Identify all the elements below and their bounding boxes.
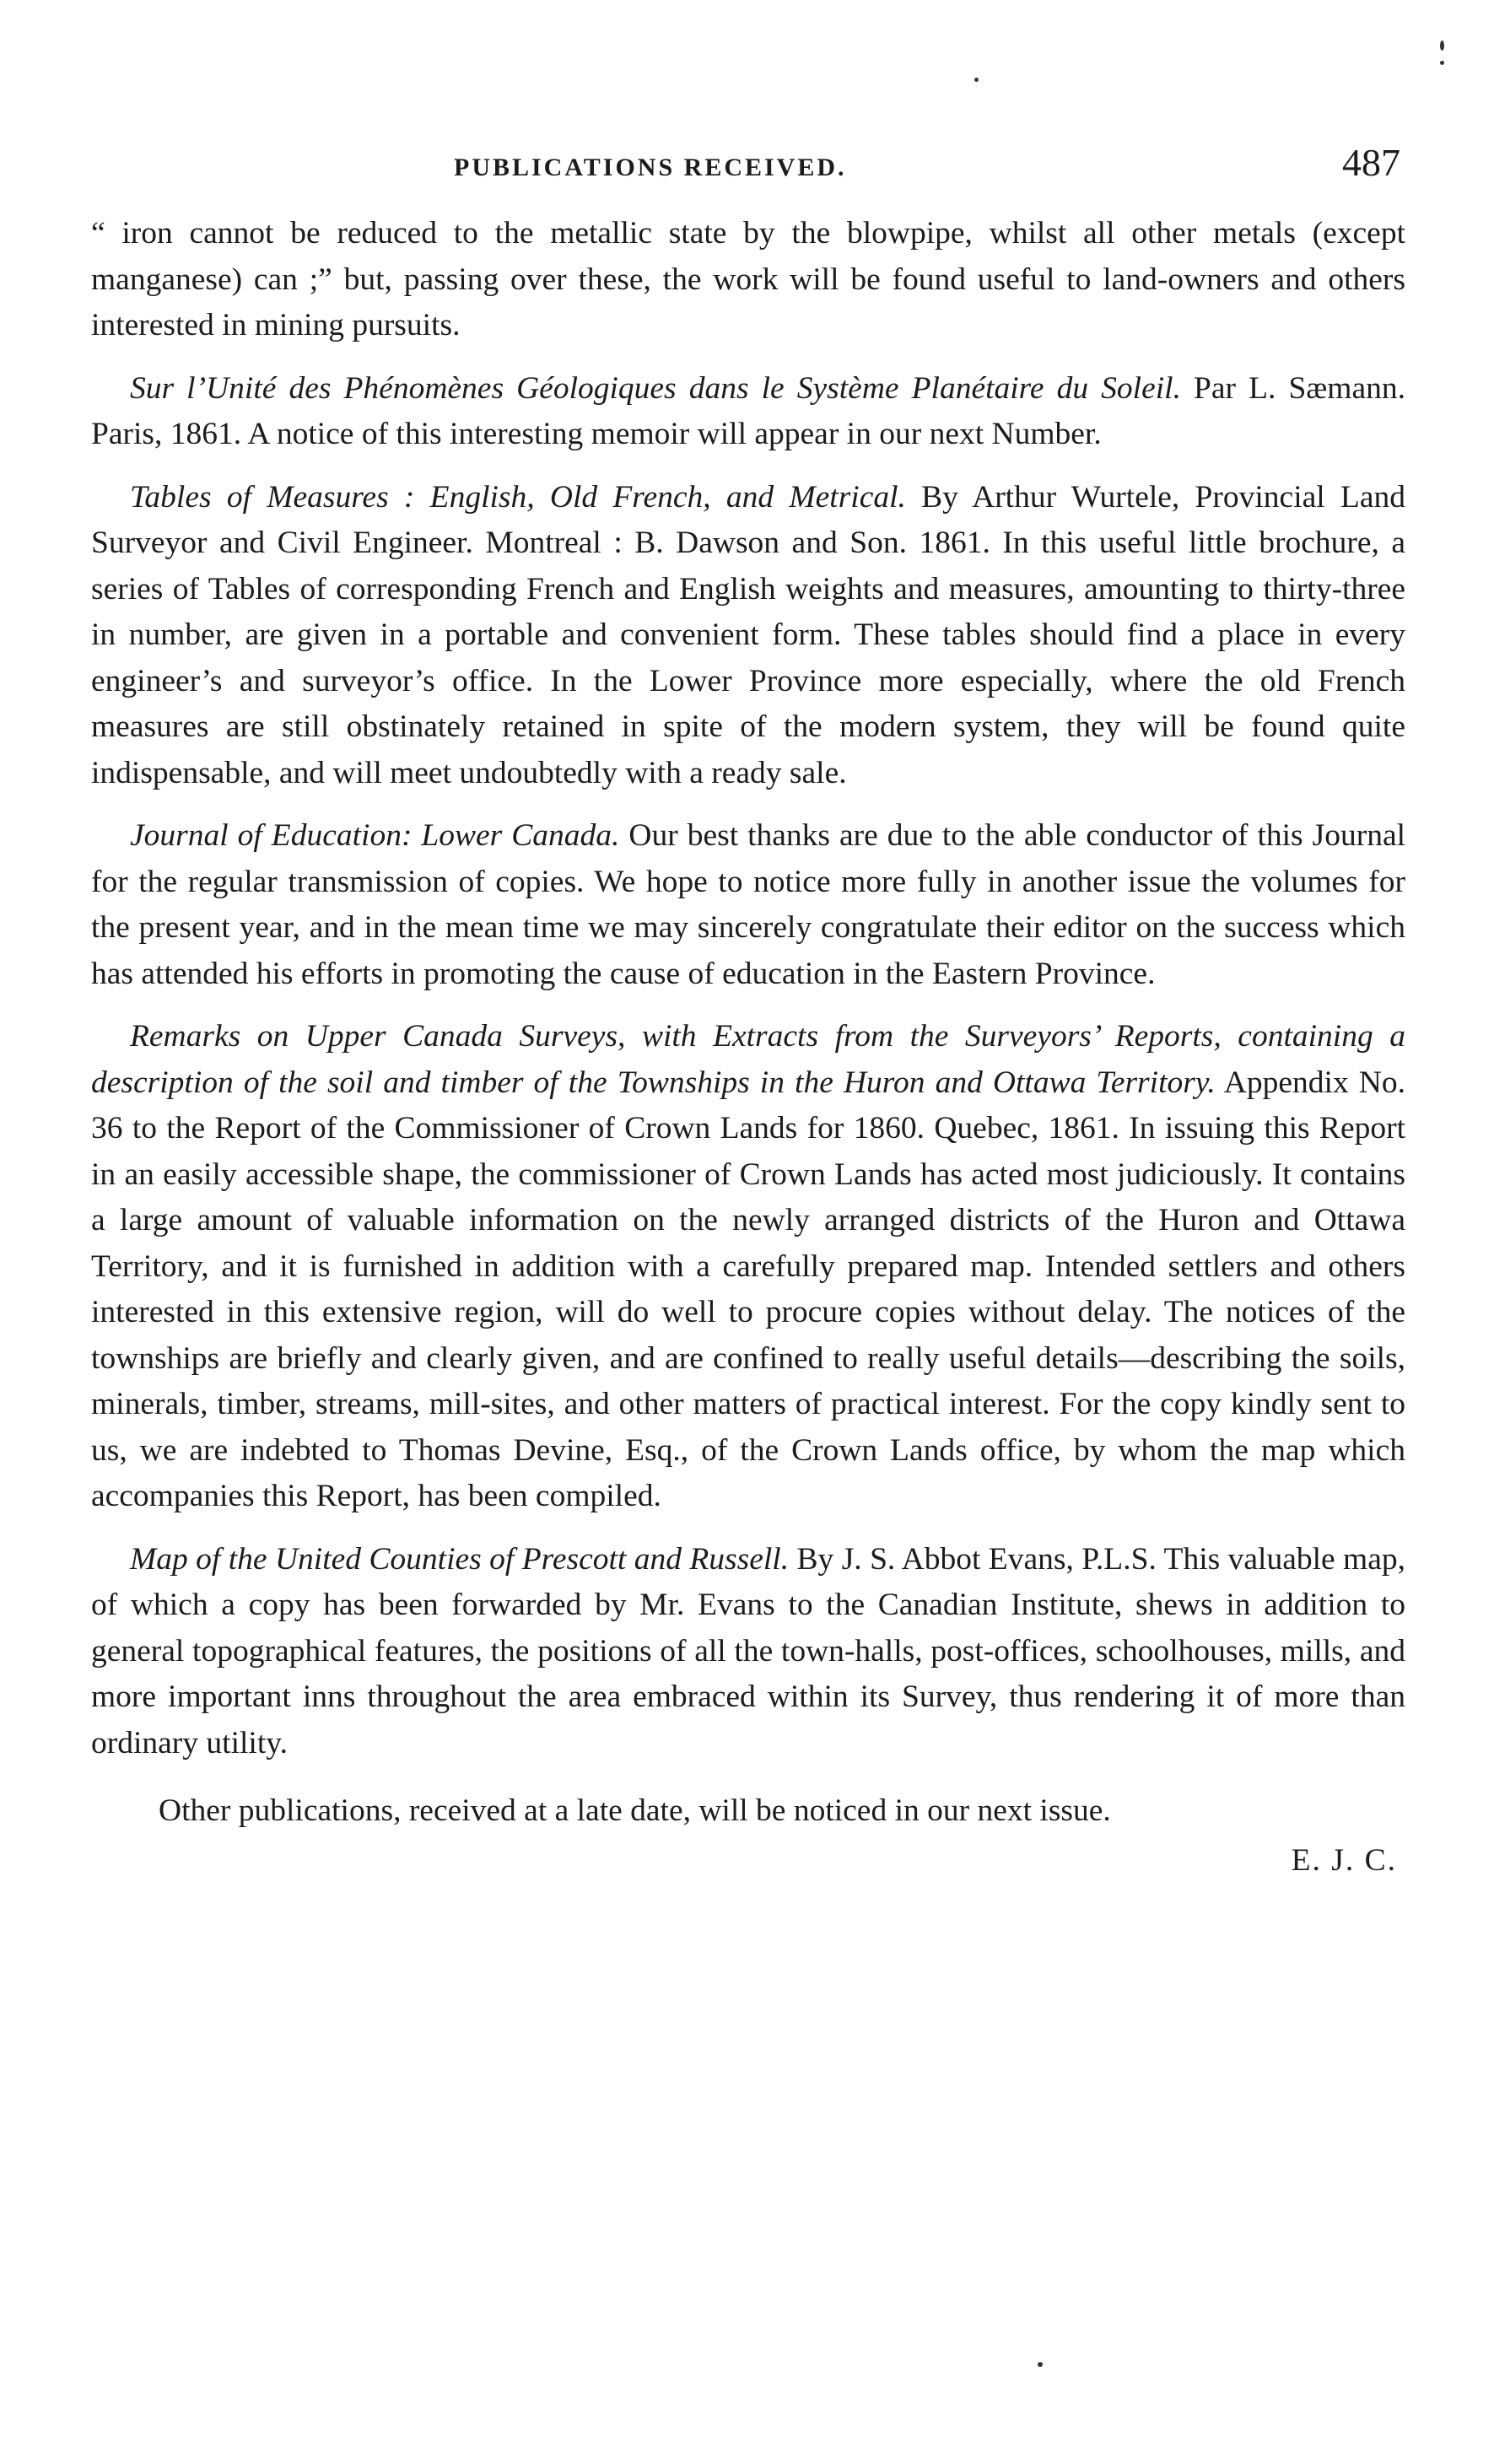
- paragraph-text: By Arthur Wurtele, Provincial Land Surveyor and Civil Engineer. Montreal : B. Dawson and Son. 1861. In this useful little brochure, a series of Tables of corresponding French and English weights and measures, amounting to thirty-three in number, are given in a portable and convenient form. These tables should find a place in every engineer’s and surveyor’s office. In the Lower Province more especially, where the old French measures are still obstinately retained in spite of the modern system, they will be found quite indispensable, and will meet undoubtedly with a ready sale.: [91, 479, 1405, 790]
- page-speck: [1038, 2362, 1043, 2367]
- paragraph-text: Par L. Sæmann. Paris, 1861. A notice of this interesting memoir will appear in our next Number.: [91, 370, 1405, 451]
- paragraph-entry: [91, 813, 1405, 997]
- paragraph-continuation: [91, 211, 1405, 349]
- page: [91, 135, 1405, 1884]
- paragraph-text: By J. S. Abbot Evans, P.L.S. This valuable map, of which a copy has been forwarded by Mr. Evans to the Canadian Institute, shews in addition to general topographical features, the positions of all the town-halls, post-offices, schoolhouses, mills, and more important inns throughout the area embraced within its Survey, thus rendering it of more than ordinary utility.: [91, 1541, 1405, 1760]
- page-speck: [1440, 40, 1444, 51]
- paragraph-entry: [91, 475, 1405, 797]
- publication-title: Journal of Education: Lower Canada.: [130, 818, 620, 853]
- publication-title: Tables of Measures : English, Old French, and Metrical.: [130, 479, 906, 515]
- paragraph-text: “ iron cannot be reduced to the metallic state by the blowpipe, whilst all other metals (except manganese) can ;” but, passing over these, the work will be found useful to land-owners and others interested in mining pursuits.: [91, 216, 1405, 342]
- page-header: [91, 135, 1405, 211]
- paragraph-text: Appendix No. 36 to the Report of the Commissioner of Crown Lands for 1860. Quebec, 1861. In issuing this Report in an easily accessible shape, the commissioner of Crown Lands has acted most judiciously. It contains a large amount of valuable information on the newly arranged districts of the Huron and Ottawa Territory, and it is furnished in addition with a carefully prepared map. Intended settlers and others interested in this extensive region, will do well to procure copies without delay. The notices of the townships are briefly and clearly given, and are confined to really useful details—describing the soils, minerals, timber, streams, mill-sites, and other matters of practical interest. For the copy kindly sent to us, we are indebted to Thomas Devine, Esq., of the Crown Lands office, by whom the map which accompanies this Report, has been compiled.: [91, 1065, 1405, 1513]
- publication-title: Remarks on Upper Canada Surveys, with Extracts from the Surveyors’ Reports, containing a description of the soil and timber of the Townships in the Huron and Ottawa Territory.: [91, 1019, 1405, 1100]
- paragraph-text: Our best thanks are due to the able conductor of this Journal for the regular transmission of copies. We hope to notice more fully in another issue the volumes for the present year, and in the mean time we may sincerely congratulate their editor on the success which has attended his efforts in promoting the cause of education in the Eastern Province.: [91, 818, 1406, 991]
- publication-title: Map of the United Counties of Prescott and Russell.: [130, 1541, 790, 1577]
- closing-note: Other publications, received at a late date, will be noticed in our next issue.: [159, 1793, 1111, 1828]
- paragraph-entry: [91, 1537, 1405, 1767]
- signature-initials: E. J. C.: [1291, 1842, 1397, 1878]
- paragraph-entry: [91, 1014, 1405, 1520]
- paragraph-entry: [91, 366, 1405, 458]
- page-speck: [1440, 61, 1444, 65]
- running-head: PUBLICATIONS RECEIVED.: [454, 154, 847, 181]
- page-speck: [974, 78, 979, 82]
- page-number: 487: [1342, 141, 1400, 184]
- publication-title: Sur l’Unité des Phénomènes Géologiques dans le Système Planétaire du Soleil.: [130, 370, 1181, 406]
